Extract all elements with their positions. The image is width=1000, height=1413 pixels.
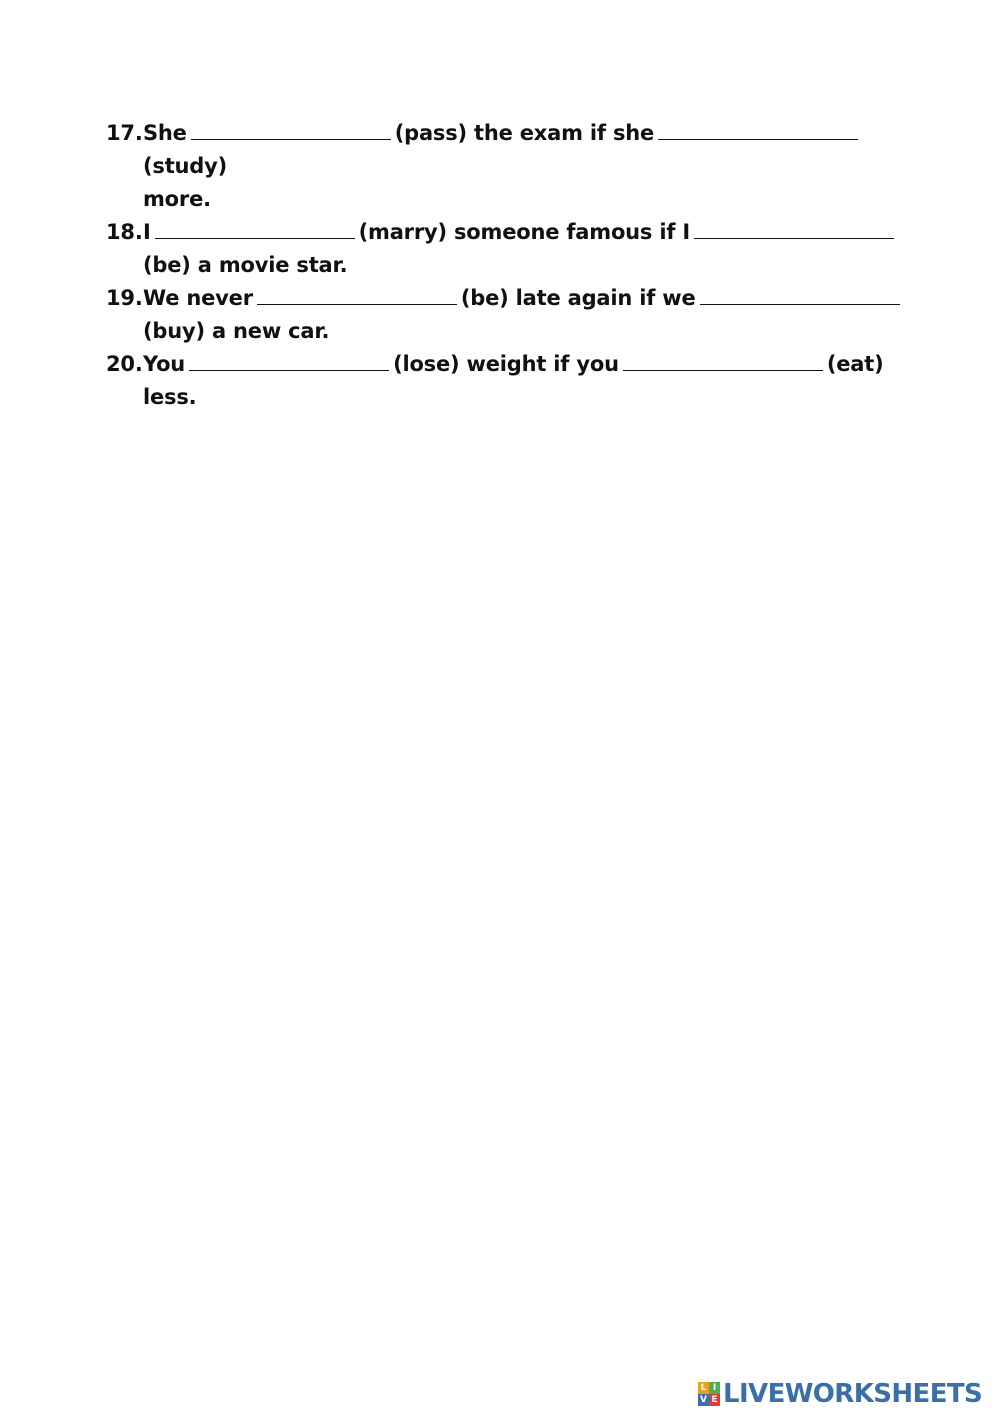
text-part: (study) bbox=[143, 154, 228, 178]
question-number: 17. bbox=[106, 121, 143, 145]
text-part: (eat) less. bbox=[143, 352, 891, 409]
liveworksheets-logo-icon bbox=[698, 1382, 720, 1406]
answer-blank[interactable] bbox=[191, 117, 391, 140]
text-part: (pass) the exam if she bbox=[394, 121, 655, 145]
question-17 bbox=[106, 117, 942, 216]
answer-blank[interactable] bbox=[658, 117, 858, 140]
text-part: (buy) a new car. bbox=[143, 319, 330, 343]
question-20 bbox=[106, 348, 942, 414]
question-text bbox=[143, 348, 942, 414]
text-part: (marry) someone famous if I bbox=[358, 220, 691, 244]
answer-blank[interactable] bbox=[694, 216, 894, 239]
answer-blank[interactable] bbox=[155, 216, 355, 239]
answer-blank[interactable] bbox=[189, 348, 389, 371]
logo-letter-e: E bbox=[709, 1394, 720, 1406]
logo-letter-v: V bbox=[698, 1394, 709, 1406]
question-number: 19. bbox=[106, 286, 143, 310]
question-19 bbox=[106, 282, 942, 348]
logo-text: LIVEWORKSHEETS bbox=[723, 1379, 983, 1409]
question-text bbox=[143, 282, 942, 348]
text-part: more. bbox=[143, 187, 211, 211]
text-part: She bbox=[143, 121, 187, 145]
text-part: We never bbox=[143, 286, 253, 310]
question-number: 20. bbox=[106, 352, 143, 376]
worksheet bbox=[106, 117, 942, 414]
question-text bbox=[143, 117, 942, 216]
answer-blank[interactable] bbox=[623, 348, 823, 371]
text-part: You bbox=[143, 352, 186, 376]
question-18 bbox=[106, 216, 942, 282]
text-part: (be) late again if we bbox=[460, 286, 696, 310]
text-part: I bbox=[143, 220, 151, 244]
answer-blank[interactable] bbox=[700, 282, 900, 305]
text-part: (lose) weight if you bbox=[393, 352, 619, 376]
liveworksheets-logo bbox=[698, 1378, 982, 1410]
question-text bbox=[143, 216, 942, 282]
text-part: (be) a movie star. bbox=[143, 253, 348, 277]
answer-blank[interactable] bbox=[257, 282, 457, 305]
logo-letter-i: I bbox=[709, 1382, 720, 1394]
logo-letter-l: L bbox=[698, 1382, 709, 1394]
question-number: 18. bbox=[106, 220, 143, 244]
